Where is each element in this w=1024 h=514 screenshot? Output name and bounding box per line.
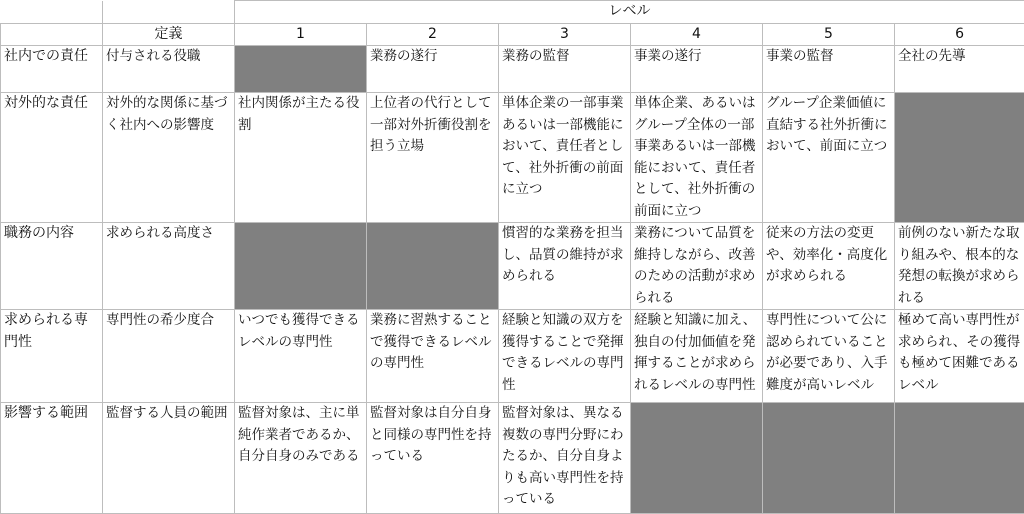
- table-cell: 事業の遂行: [631, 46, 763, 93]
- definition-header: 定義: [103, 23, 235, 46]
- table-cell-empty: [895, 93, 1024, 223]
- table-cell-empty: [895, 403, 1024, 514]
- row-category: 職務の内容: [1, 223, 103, 310]
- table-cell: 監督対象は、主に単純作業者であるか、自分自身のみである: [235, 403, 367, 514]
- corner-blank: [1, 1, 103, 24]
- table-row: [1, 403, 1024, 514]
- row-category: 対外的な責任: [1, 93, 103, 223]
- table-row: [1, 46, 1024, 93]
- table-cell-empty: [235, 46, 367, 93]
- table-cell: 監督対象は、異なる複数の専門分野にわたるか、自分自身よりも高い専門性を持っている: [499, 403, 631, 514]
- table-cell: 事業の監督: [763, 46, 895, 93]
- table-cell-empty: [367, 223, 499, 310]
- table-row: [1, 223, 1024, 310]
- table-cell: 業務の遂行: [367, 46, 499, 93]
- table-cell-empty: [631, 403, 763, 514]
- table-cell: 従来の方法の変更や、効率化・高度化が求められる: [763, 223, 895, 310]
- table-cell: 監督対象は自分自身と同様の専門性を持っている: [367, 403, 499, 514]
- row-category: 求められる専門性: [1, 310, 103, 403]
- level-4-header: 4: [631, 23, 763, 46]
- level-title: レベル: [235, 1, 1024, 24]
- table-row: [1, 310, 1024, 403]
- corner-blank-2: [103, 1, 235, 24]
- table-cell-empty: [235, 223, 367, 310]
- table-cell: 上位者の代行として一部対外折衝役割を担う立場: [367, 93, 499, 223]
- table-cell: 極めて高い専門性が求められ、その獲得も極めて困難であるレベル: [895, 310, 1024, 403]
- header-blank: [1, 23, 103, 46]
- table-cell: 業務の監督: [499, 46, 631, 93]
- row-definition: 監督する人員の範囲: [103, 403, 235, 514]
- table-cell-empty: [763, 403, 895, 514]
- table-cell: 慣習的な業務を担当し、品質の維持が求められる: [499, 223, 631, 310]
- row-category: 影響する範囲: [1, 403, 103, 514]
- table-cell: 社内関係が主たる役割: [235, 93, 367, 223]
- table-cell: 全社の先導: [895, 46, 1024, 93]
- table-cell: 業務について品質を維持しながら、改善のための活動が求められる: [631, 223, 763, 310]
- row-definition: 付与される役職: [103, 46, 235, 93]
- table-cell: いつでも獲得できるレベルの専門性: [235, 310, 367, 403]
- row-category: 社内での責任: [1, 46, 103, 93]
- table-cell: 業務に習熟することで獲得できるレベルの専門性: [367, 310, 499, 403]
- table-row: [1, 93, 1024, 223]
- table-cell: 前例のない新たな取り組みや、根本的な発想の転換が求められる: [895, 223, 1024, 310]
- row-definition: 専門性の希少度合: [103, 310, 235, 403]
- level-6-header: 6: [895, 23, 1024, 46]
- table-cell: 専門性について公に認められていることが必要であり、入手難度が高いレベル: [763, 310, 895, 403]
- table-cell: 経験と知識に加え、独自の付加価値を発揮することが求められるレベルの専門性: [631, 310, 763, 403]
- table-cell: 単体企業の一部事業あるいは一部機能において、責任者として、社外折衝の前面に立つ: [499, 93, 631, 223]
- table-cell: 単体企業、あるいはグループ全体の一部事業あるいは一部機能において、責任者として、社外折衝の前面に立つ: [631, 93, 763, 223]
- level-1-header: 1: [235, 23, 367, 46]
- table-cell: 経験と知識の双方を獲得することで発揮できるレベルの専門性: [499, 310, 631, 403]
- row-definition: 求められる高度さ: [103, 223, 235, 310]
- row-definition: 対外的な関係に基づく社内への影響度: [103, 93, 235, 223]
- level-2-header: 2: [367, 23, 499, 46]
- level-5-header: 5: [763, 23, 895, 46]
- table-cell: グループ企業価値に直結する社外折衝において、前面に立つ: [763, 93, 895, 223]
- level-3-header: 3: [499, 23, 631, 46]
